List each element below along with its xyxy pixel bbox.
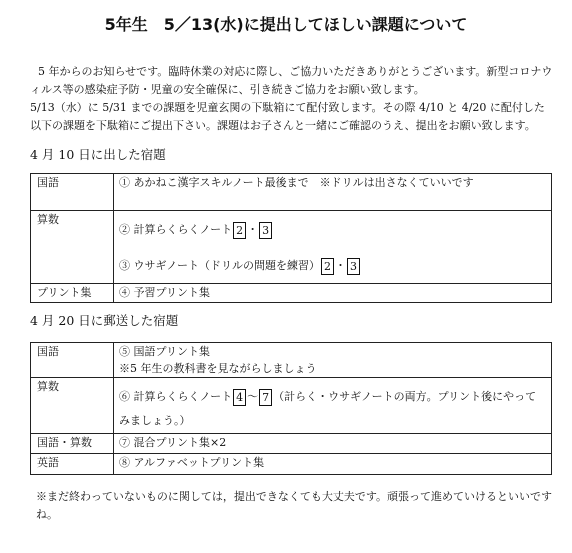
page-number-box: 3 — [347, 258, 360, 275]
assignment-cell — [114, 211, 552, 284]
section-heading-april-10: 4 月 10 日に出した宿題 — [30, 147, 166, 162]
assignment-cell — [114, 284, 552, 303]
assignment-item — [119, 385, 547, 433]
table-row — [31, 211, 552, 284]
document-title: 5年生 5／13(水)に提出してほしい課題について — [104, 15, 468, 34]
table-row — [31, 343, 552, 378]
table-row — [31, 454, 552, 475]
subject-cell: 国語 — [31, 174, 114, 211]
assignment-item: ⑧ アルファベットプリント集 — [119, 456, 265, 469]
assignment-cell — [114, 378, 552, 434]
homework-table-april-20 — [30, 342, 552, 475]
table-row — [31, 284, 552, 303]
assignment-item: ④ 予習プリント集 — [119, 286, 211, 299]
subject-cell: 算数 — [31, 211, 114, 284]
table-row — [31, 434, 552, 454]
assignment-cell — [114, 174, 552, 211]
assignment-cell — [114, 434, 552, 454]
assignment-item — [119, 257, 547, 275]
assignment-label: ⑥ 計算らくらくノート — [119, 390, 233, 403]
assignment-note: （計らく・ウサギノートの両方。プリント後にやってみましょう。） — [119, 390, 537, 427]
page-number-box: 7 — [259, 389, 272, 406]
table-row — [31, 174, 552, 211]
assignment-label: ③ ウサギノート（ドリルの問題を練習） — [119, 259, 320, 272]
subject-cell: プリント集 — [31, 284, 114, 303]
subject-cell: 英語 — [31, 454, 114, 475]
page-number-box: 3 — [259, 222, 272, 239]
assignment-label: ② 計算らくらくノート — [119, 223, 233, 236]
assignment-cell — [114, 454, 552, 475]
intro-paragraph: 5 年からのお知らせです。臨時休業の対応に際し、ご協力いただきありがとうございます。新型コロナウィルス等の感染症予防・児童の安全確保に、引き続きご協力をお願い致します。 — [30, 65, 553, 96]
assignment-item: ① あかねこ漢字スキルノート最後まで ※ドリルは出さなくていいです — [119, 176, 474, 189]
table-row — [31, 378, 552, 434]
intro-text — [30, 63, 555, 135]
subject-cell: 国語・算数 — [31, 434, 114, 454]
page-separator: ～ — [247, 390, 259, 403]
subject-cell: 算数 — [31, 378, 114, 434]
subject-cell: 国語 — [31, 343, 114, 378]
page-separator: ・ — [247, 223, 259, 236]
assignment-item — [119, 221, 547, 239]
homework-table-april-10 — [30, 173, 552, 303]
assignment-item: ⑦ 混合プリント集×2 — [119, 436, 227, 449]
page-separator: ・ — [334, 259, 346, 272]
section-heading-april-20: 4 月 20 日に郵送した宿題 — [30, 313, 179, 328]
page-number-box: 2 — [233, 222, 246, 239]
assignment-cell — [114, 343, 552, 378]
page-number-box: 2 — [321, 258, 334, 275]
assignment-item: ⑤ 国語プリント集 — [119, 345, 211, 358]
page-number-box: 4 — [233, 389, 246, 406]
assignment-note: ※5 年生の教科書を見ながらしましょう — [119, 362, 317, 375]
footer-note: ※まだ終わっていないものに関しては，提出できなくても大丈夫です。頑張って進めていけるといいですね。 — [36, 490, 553, 521]
intro-paragraph: 5/13（水）に 5/31 までの課題を児童玄関の下駄箱にて配付致します。その際 4/10 と 4/20 に配付した以下の課題を下駄箱にご提出下さい。課題はお子さんと一緒にご確認のうえ、提出をお願い致します。 — [30, 101, 545, 132]
